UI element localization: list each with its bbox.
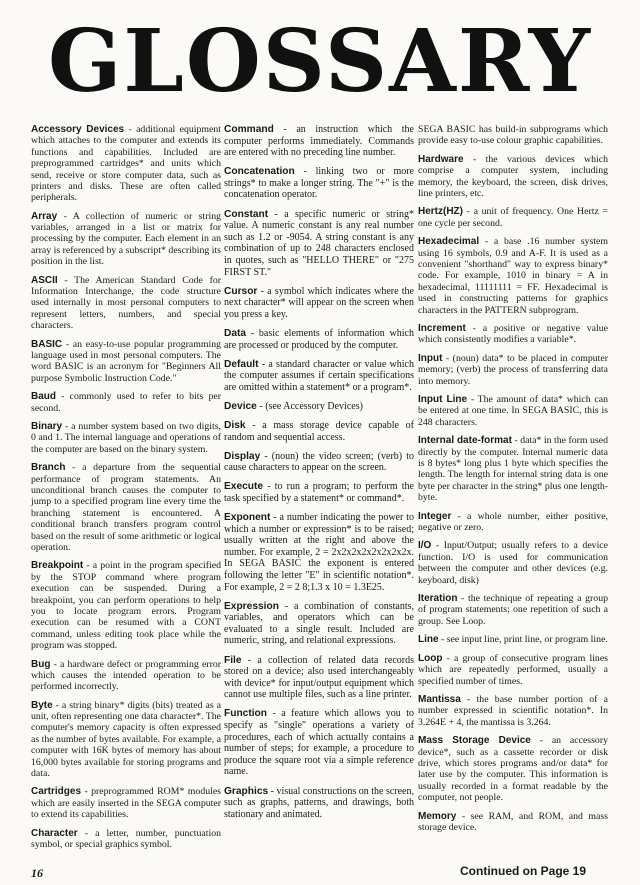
glossary-term: Increment [418,323,466,334]
glossary-definition: - preprogrammed ROM* modules which are easily inserted in the SEGA computer to extend its capabilities. [31,786,221,821]
glossary-entry [31,211,221,268]
page-number: 16 [31,866,43,880]
glossary-entry [418,634,608,645]
glossary-definition: - a point in the program specified by the STOP command where program execution can be suspended. During a breakpoint, you can perform operations to help you to locate program errors. Program execution can be resumed with a CONT command, unless editing took place while the program was stopped. [31,560,221,652]
glossary-definition: - The amount of data* which can be entered at one time. In SEGA BASIC, this is 248 characters. [418,394,608,428]
glossary-entry [224,401,414,413]
glossary-definition: - a symbol which indicates where the next character* will appear on the screen when you press a key. [224,285,414,320]
glossary-definition: - a string binary* digits (bits) treated as a unit, often representing one data character*. The computer's memory capacity is often expressed as the number of bytes available. For example, a computer with 16K bytes of memory has about 16,000 bytes available for storing programs and data. [31,699,221,779]
glossary-term: Mantissa [418,693,461,705]
glossary-entry [224,601,414,647]
glossary-definition: - see input line, print line, or program line. [438,634,608,646]
glossary-definition: - a mass storage device capable of random and sequential access. [224,419,414,443]
glossary-entry [418,653,608,687]
glossary-term: Accessory Devices [31,124,125,135]
glossary-term: Loop [418,652,443,664]
glossary-definition: - a hardware defect or programming error which causes the intended operation to be performed incorrectly. [31,658,221,693]
glossary-definition: - a letter, number, punctuation symbol, or special graphics symbol. [31,827,221,851]
glossary-definition: - commonly used to refer to bits per second. [31,391,221,414]
glossary-definition: - the various devices which comprise a computer system, including memory, the keyboard, the screen, disk drives, line printers, etc. [418,153,608,199]
glossary-entry [418,735,608,803]
glossary-entry [418,206,608,229]
glossary-entry [418,694,608,728]
glossary-entry [224,286,414,321]
glossary-term: Exponent [224,512,271,524]
glossary-term: Function [224,708,268,720]
glossary-entry [418,511,608,534]
glossary-entry [418,353,608,387]
glossary-definition: - The American Standard Code for Information Interchange, the code structure used internally in most personal computers to represent letters, numbers, and special characters. [31,274,221,332]
glossary-entry [418,593,608,627]
glossary-term: Memory [418,810,457,822]
glossary-entry [224,166,414,201]
glossary-entry [31,275,221,332]
glossary-definition: - Input/Output; usually refers to a device function. I/O is used for communication between the computer and other devices (e.g. keyboard, disk) [418,540,608,586]
glossary-term: I/O [418,540,432,552]
glossary-definition: - additional equipment which attaches to the computer and extends its functions and capabilities. Included are preprogrammed cartridges* and units which send, receive or store computer data, such as printers and disks. These are often called peripherals. [31,124,221,204]
glossary-column-3 [418,124,608,840]
glossary-entry [418,435,608,503]
glossary-entry [224,786,414,821]
glossary-entry [224,124,414,159]
glossary-definition: - linking two or more strings* to make a longer string. The "+" is the concatenation operator. [224,166,414,201]
glossary-entry [224,708,414,778]
glossary-definition: - an instruction which the computer performs immediately. Commands are entered with no preceding line number. [224,124,414,159]
glossary-term: Concatenation [224,166,295,178]
glossary-term: Hertz(HZ) [418,206,463,218]
glossary-definition: - an easy-to-use popular programming language used in most personal computers. The word BASIC is an acronym for "Beginners All purpose Symbolic Instruction Code." [31,338,221,384]
glossary-term: Execute [224,481,264,493]
glossary-definition: - visual constructions on the screen, such as graphs, patterns, and drawings, both stationary and animated. [224,785,414,820]
glossary-term: Cursor [224,285,258,297]
glossary-term: Mass Storage Device [418,735,531,747]
glossary-definition: - (noun) data* to be placed in computer memory; (verb) the process of transferring data into memory. [418,352,608,387]
glossary-entry [418,124,608,147]
glossary-entry [418,811,608,834]
glossary-entry [224,328,414,351]
glossary-term: Integer [418,510,452,522]
glossary-definition: - (see Accessory Devices) [256,400,363,412]
glossary-entry [31,339,221,385]
glossary-term: Byte [31,699,53,711]
glossary-term: Cartridges [31,786,82,798]
glossary-entry [224,512,414,593]
glossary-definition: - a number indicating the power to which a number or expression* is to be raised; usually written at the right and above the number. For example, 2 = 2x2x2x2x2x2x2x2x. In SEGA BASIC the exponent is entered following the letter "E" in scientific notation*. For example, 2 = 2 8;1.3 x 10 = 1.3E25. [224,512,414,593]
glossary-entry [418,154,608,200]
glossary-entry [418,236,608,316]
glossary-term: Hexadecimal [418,236,480,248]
glossary-definition: - the technique of repeating a group of program statements; one repetition of such a group. See Loop. [418,593,608,627]
glossary-term: Array [31,210,58,222]
glossary-entry [31,828,221,851]
glossary-term: Line [418,634,439,646]
glossary-term: Expression [224,600,279,612]
glossary-definition: - data* in the form used directly by the computer. Internal numeric data is 8 bytes* long plus 1 byte which specifies the length. The length for internal string data is one byte per character in the string* plus one length-byte. [418,435,608,504]
glossary-term: Device [224,400,257,412]
glossary-definition: - a combination of constants, variables, and operators which can be evaluated to a single result. Included are numeric, string, and relational expressions. [224,600,414,647]
glossary-definition: - a base .16 number system using 16 symbols, 0.9 and A-F. It is used as a convenient "shorthand" way to express binary* code. For example, 1010 in binary = A in hexadecimal, 11111111 = FF. Hexadecimal is used in constructing patterns for graphics characters in the PATTERN subprogram. [418,236,608,316]
glossary-term: Baud [31,391,56,403]
glossary-entry [31,462,221,553]
glossary-entry [31,659,221,693]
glossary-entry [224,481,414,504]
glossary-term: Iteration [418,593,458,605]
glossary-column-1 [31,124,221,858]
glossary-entry [224,451,414,474]
glossary-term: Breakpoint [31,560,84,572]
continued-note: Continued on Page 19 [460,864,587,878]
glossary-term: File [224,654,242,666]
glossary-entry [418,540,608,586]
glossary-entry [224,655,414,701]
glossary-definition: - a departure from the sequential performance of program statements. An unconditional branch causes the computer to jump to a specified program line every time the branching statement is encountered. A conditional branch transfers program control based on the result of some arithmetic or logical operation. [31,462,221,553]
glossary-definition: - a number system based on two digits, 0 and 1. The internal language and operations of the computer are based on the binary system. [31,421,221,455]
glossary-term: Binary [31,421,63,433]
glossary-definition: - a standard character or value which the computer assumes if certain specifications are omitted within a statement* or a program*. [224,358,414,393]
glossary-entry [224,209,414,279]
glossary-entry [31,700,221,780]
glossary-definition: - see RAM, and ROM, and mass storage device. [418,810,608,833]
glossary-column-2 [224,124,414,828]
glossary-definition: - a specific numeric or string* value. A numeric constant is any real number such as 1.2 or -9054. A string constant is any combination of up to 248 characters enclosed in quotes, such as "HELLO THERE" or "275 FIRST ST." [224,208,414,278]
glossary-term: Branch [31,462,66,474]
glossary-entry [31,421,221,455]
glossary-term: Data [224,327,247,339]
glossary-definition: - a unit of frequency. One Hertz = one cycle per second. [418,206,608,229]
glossary-entry [418,323,608,346]
glossary-definition: - A collection of numeric or string variables, arranged in a list or matrix for processing by the computer. Each element in an array is referenced by a subscript* describing its position in the list. [31,210,221,268]
glossary-term: Graphics [224,785,269,797]
glossary-term: BASIC [31,338,63,350]
glossary-entry [31,124,221,204]
glossary-definition: - an accessory device*, such as a cassette recorder or disk drive, which stores programs and/or data* for later use by the computer. This information is usually recorded in a format readable by the computer, not people. [418,735,608,804]
glossary-entry [224,420,414,443]
glossary-term: Internal date-format [418,435,512,447]
glossary-entry [224,359,414,394]
glossary-definition: - a group of consecutive program lines which are repeatedly performed, usually a specified number of times. [418,652,608,687]
glossary-definition: - a positive or negative value which consistently modifies a variable*. [418,323,608,346]
glossary-definition: - to run a program; to perform the task specified by a statement* or command*. [224,481,414,504]
glossary-definition: - (noun) the video screen; (verb) to cause characters to appear on the screen. [224,450,414,474]
glossary-term: Display [224,450,261,462]
glossary-definition: - a collection of related data records stored on a device; also used interchangeably with device* for input/output equipment which cannot use multiple files, such as a line printer. [224,654,414,701]
glossary-definition: - a feature which allows you to specify as "single" operations a variety of procedures, each of which actually contains a number of steps; for example, a procedure to produce the square root via a simple reference name. [224,708,414,778]
glossary-term: Hardware [418,153,464,165]
glossary-term: Bug [31,658,51,670]
glossary-term: ASCII [31,274,58,286]
glossary-term: Constant [224,208,269,220]
glossary-term: Input Line [418,394,468,406]
glossary-definition: - a whole number, either positive, negative or zero. [418,510,608,533]
glossary-entry [31,786,221,820]
glossary-term: Character [31,827,78,839]
page-title: GLOSSARY [47,11,593,112]
glossary-term: Disk [224,419,246,431]
glossary-term: Default [224,358,259,370]
glossary-definition: SEGA BASIC has build-in subprograms which provide easy to-use colour graphic capabilities. [418,124,608,147]
glossary-term: Input [418,352,443,364]
glossary-entry [31,391,221,414]
glossary-definition: - the base number portion of a number expressed in scientific notation*. In 3.264E + 4, the mantissa is 3.264. [418,693,608,728]
glossary-definition: - basic elements of information which are processed or produced by the computer. [224,327,414,351]
glossary-entry [418,394,608,428]
glossary-entry [31,560,221,651]
glossary-term: Command [224,124,274,135]
